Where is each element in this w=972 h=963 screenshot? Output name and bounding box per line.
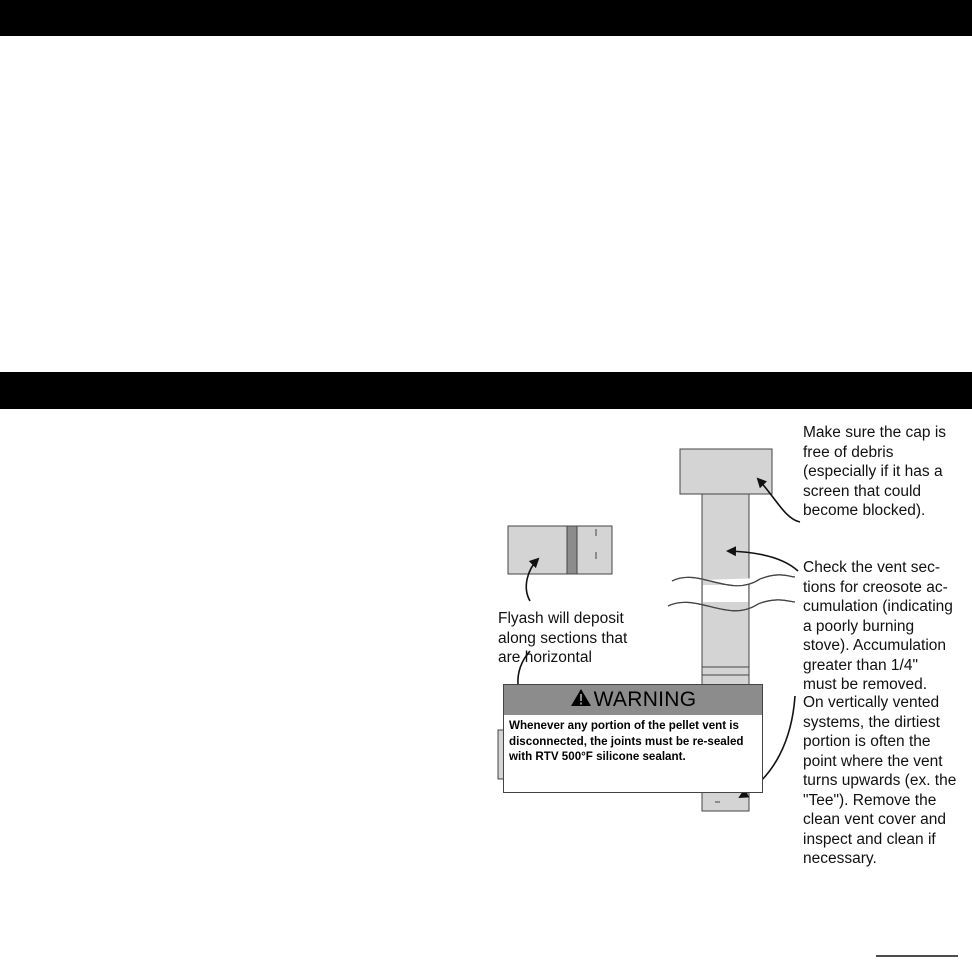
warning-header: [504, 685, 762, 715]
warning-title: WARNING: [593, 688, 697, 711]
vent-cap: [680, 449, 772, 494]
warning-triangle-icon: [570, 688, 592, 713]
flyash-note: Flyash will deposit along sections that are horizontal: [498, 610, 628, 666]
warning-text: Whenever any portion of the pellet vent is disconnected, the joints must be re-sealed with RTV 500°F silicone sealant.: [509, 719, 744, 763]
vertical-vent-note: On vertically vented systems, the dirtiest portion is often the point where the vent turns upwards (ex. the "Tee"). Remove the clean vent cover and inspect and clean if necessary.: [803, 694, 957, 867]
section-black-bar: [0, 372, 972, 409]
cap-note: Make sure the cap is free of debris (especially if it has a screen that could become blocked).: [803, 424, 947, 519]
top-black-bar: [0, 0, 972, 36]
clean-out-cover: [702, 790, 749, 811]
arrow-cap: [758, 479, 800, 522]
creosote-note: Check the vent sec- tions for creosote ac- cumulation (indicating a poorly burning stove). Accumulation greater than 1/4" must be removed.: [803, 559, 953, 693]
warning-box: [503, 684, 763, 793]
